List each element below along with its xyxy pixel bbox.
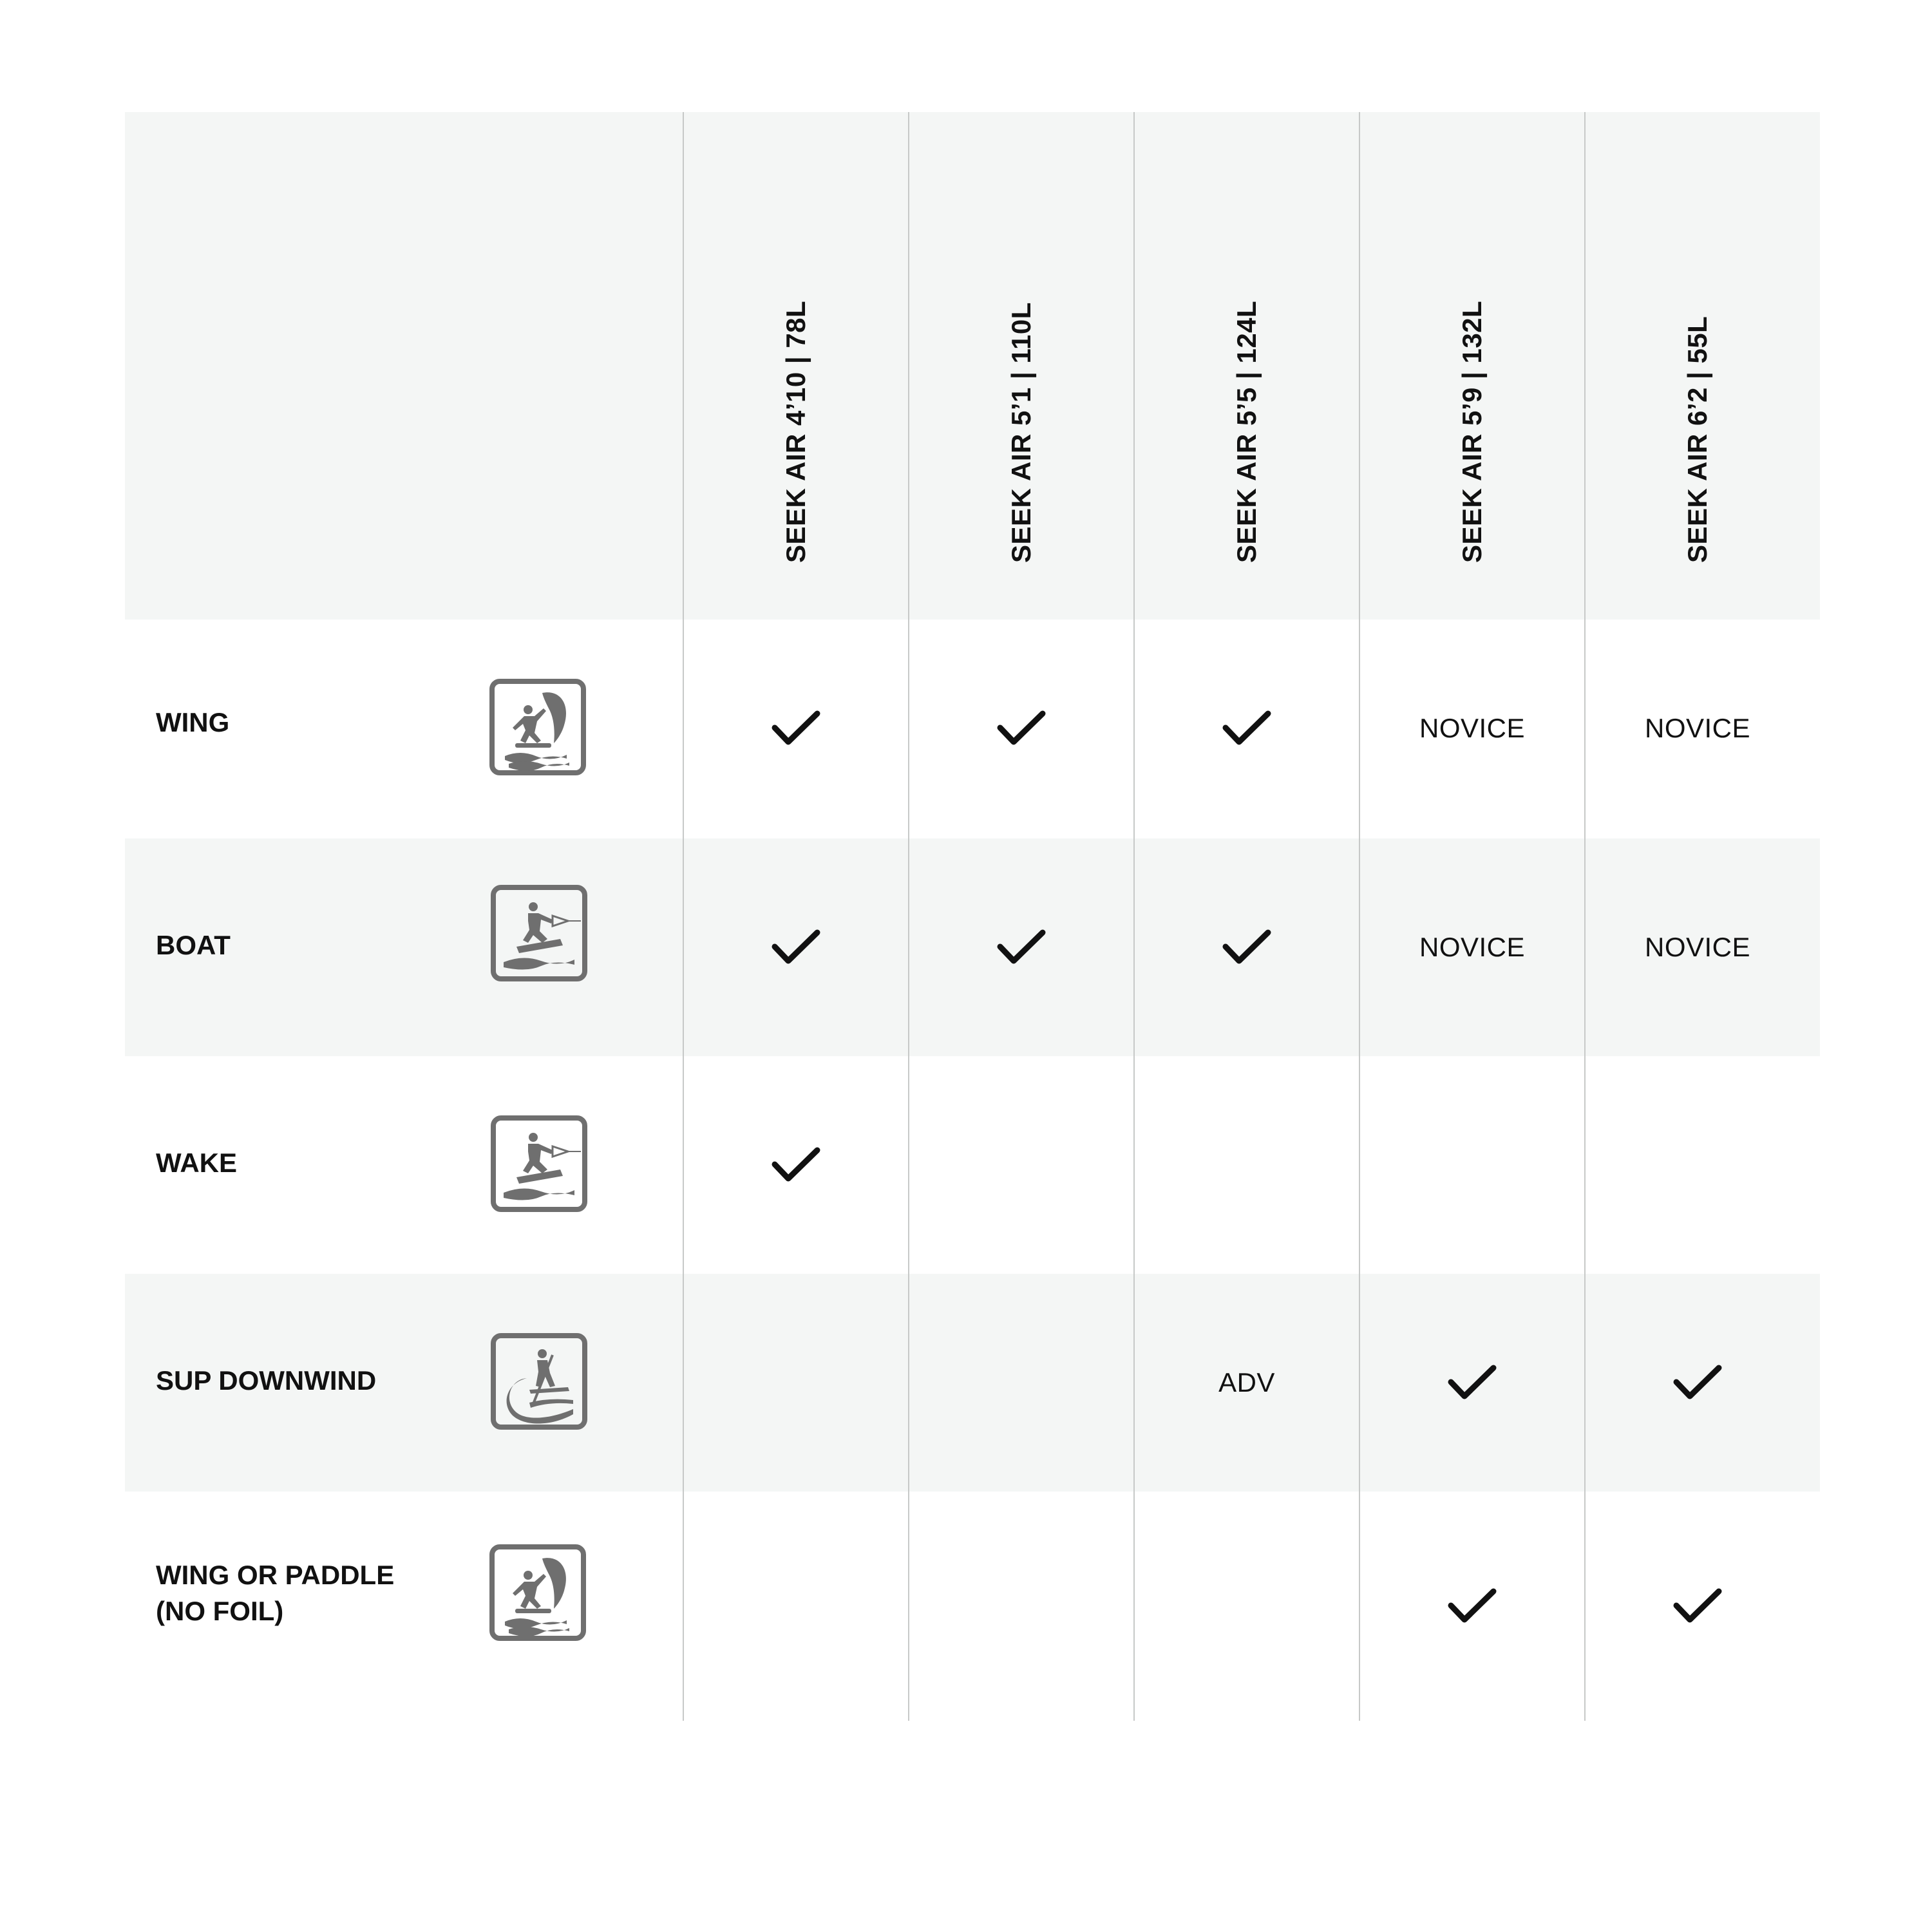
checkmark-icon — [772, 710, 820, 747]
checkmark-icon — [997, 710, 1046, 747]
checkmark-icon — [1673, 1587, 1722, 1625]
column-header-label: SEEK AIR 5’1 | 110L — [1006, 302, 1036, 563]
row-label-wing-or-paddle — [156, 1557, 394, 1629]
check-cell — [1134, 838, 1359, 1056]
checkmark-icon — [1448, 1587, 1497, 1625]
checkmark-icon — [1222, 929, 1271, 966]
check-cell — [1134, 620, 1359, 837]
check-cell — [1359, 1274, 1585, 1492]
column-header-1 — [683, 112, 909, 620]
checkmark-icon — [997, 929, 1046, 966]
checkmark-icon — [1448, 1364, 1497, 1401]
check-cell — [1359, 1492, 1585, 1721]
checkmark-icon — [1673, 1364, 1722, 1401]
check-cell — [909, 620, 1134, 837]
column-header-4 — [1359, 112, 1585, 620]
column-header-label: SEEK AIR 5’9 | 132L — [1457, 300, 1487, 563]
level-cell — [1585, 620, 1810, 837]
column-header-label: SEEK AIR 5’5 | 124L — [1231, 300, 1262, 563]
row-label-line: (NO FOIL) — [156, 1596, 284, 1626]
row-label-boat: BOAT — [156, 930, 231, 960]
level-cell — [1359, 838, 1585, 1056]
row-label-line: WING OR PADDLE — [156, 1560, 395, 1590]
check-cell — [909, 838, 1134, 1056]
checkmark-icon — [772, 929, 820, 966]
column-header-3 — [1134, 112, 1359, 620]
checkmark-icon — [1222, 710, 1271, 747]
sup-downwind-icon — [491, 1333, 587, 1430]
compatibility-table — [125, 112, 1820, 1721]
level-cell — [1585, 838, 1810, 1056]
check-cell — [683, 620, 909, 837]
level-cell — [1359, 620, 1585, 837]
row-label-sup-downwind: SUP DOWNWIND — [156, 1365, 377, 1396]
level-cell — [1134, 1274, 1359, 1492]
wake-foil-icon — [491, 1115, 587, 1212]
column-header-label: SEEK AIR 4’10 | 78L — [781, 300, 811, 563]
check-cell — [1585, 1274, 1810, 1492]
column-header-2 — [909, 112, 1134, 620]
check-cell — [1585, 1492, 1810, 1721]
check-cell — [683, 1056, 909, 1274]
check-cell — [683, 838, 909, 1056]
level-text: NOVICE — [1419, 713, 1526, 743]
wing-paddle-icon — [489, 1544, 586, 1641]
level-text: ADV — [1218, 1367, 1275, 1397]
level-text: NOVICE — [1644, 932, 1751, 962]
boat-foil-icon — [491, 885, 587, 981]
column-header-5 — [1585, 112, 1810, 620]
row-label-wing: WING — [156, 707, 230, 737]
level-text: NOVICE — [1644, 713, 1751, 743]
level-text: NOVICE — [1419, 932, 1526, 962]
column-header-label: SEEK AIR 6’2 | 55L — [1682, 316, 1712, 563]
wing-foil-icon — [489, 679, 586, 775]
row-label-wake: WAKE — [156, 1148, 237, 1178]
checkmark-icon — [772, 1146, 820, 1184]
